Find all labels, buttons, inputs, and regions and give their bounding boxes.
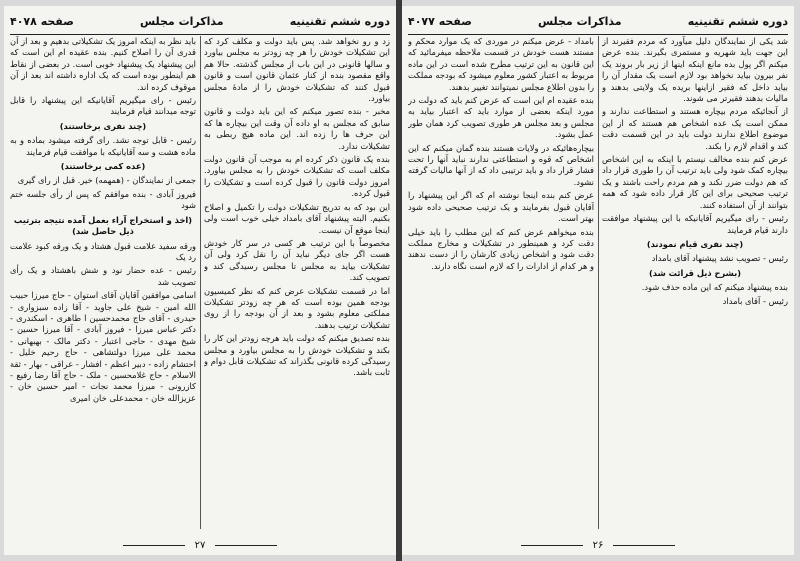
left-page-footer [4,540,396,551]
right-header-title: دوره ششم تقنينيه [687,14,788,28]
paragraph: عرض کنم بنده اینجا نوشته ام که اگر این پیشنهاد را آقایان قبول بفرمایند و یک ترتیب صحیحی داده شود بهتر است. [408,190,594,224]
column-divider [598,36,599,529]
paragraph: بنده یک قانون ذکر کرده ام به موجب آن قانون دولت مکلف است که تشکیلات خودش را به مجلس بیاورد. امروز دولت قانون را قبول کرده است و تشکیلات را قبول کرده. [204,154,390,199]
left-header-page-number: صفحه ۴۰۷۸ [10,14,74,28]
left-header-section: مذاكرات مجلس [139,14,224,28]
footer-rule [123,545,185,546]
right-page-right-column [602,36,788,529]
paragraph: اسامی موافقین آقایان آقای استوان - حاج میرزا حبیب الله امین - شیخ علی جاوید - آقا زاده سبزواری - حیدری - آقای حاج محمدحسین ا طاهری - اسکندری - دکتر عباس میرزا - فیروز آبادی - آقا میرزا حسین - شیخ مهدی - حاجی اعتبار - دکتر مالک - بهبهانی - محمد علی میرزا دولتشاهی - حاج رحیم خلیل - احتشام زاده - دبیر اعظم - افشار - عراقی - بهار - ثقة الاسلام - حاج غلامحسین - ملک - حاج آقا رضا رفیع - کازرونی - میرزا محمد نجات - امیر حسین خان - عزیزالله خان - محمدعلی خان امیری [10,290,196,403]
paragraph: ورقه سفید علامت قبول هشتاد و یک ورقه کبود علامت رد یک [10,240,196,262]
paragraph: این بود که به تدریج تشکیلات دولت را تکمیل و اصلاح بکنیم. البته پیشنهاد آقای بامداد خیلی خوب است ولی اینجا موقع آن نیست. [204,201,390,235]
paragraph: رئیس - عده حضار نود و شش باهشتاد و یک رأی تصویب شد [10,265,196,287]
right-page-footer-number: ۲۶ [592,540,604,551]
right-page-header [408,10,788,35]
left-page-right-column [204,36,390,529]
paragraph: بنده میخواهم عرض کنم که این مطلب را باید خیلی دقت کرد و همینطور در تشکیلات و مخارج مملکت دقت شود و اشخاص زیادی کارشان را از دست ندهند و هر کدام از ادارات را که لازم است نگاه دارند. [408,226,594,271]
paragraph: فیروز آبادی - بنده موافقم که پس از رأی جلسه ختم شود [10,188,196,211]
right-header-section: مذاكرات مجلس [537,14,622,28]
column-divider [200,36,201,529]
paragraph: بنده پیشنهاد میکنم که این ماده حذف شود. [641,282,788,293]
paragraph: رئیس - آقای بامداد [722,295,788,306]
paragraph: مخصوصاً با این ترتیب هر کسی در سر کار خودش هست اگر جای دیگر نباید آن را نقل کرد ولی آن تشکیلات بیاید به مجلس تا مجلس رسیدگی کند و تصویب کند. [204,237,390,283]
paragraph: (اخذ و استخراج آراء بعمل آمده نتیجه بترتیب ذیل حاصل شد) [13,214,193,237]
paragraph: رئیس - رای میگیریم آقایانیکه با این پیشنهاد موافقت دارند قیام فرمایند [602,213,788,235]
paragraph: بنده عقیده ام این است که عرض کنم باید که دولت در مورد اینکه بعضی از موارد باید که اعتبار بیاید به مجلس و بعد مجلس هر طوری تصویب کرد همان طور عمل بشود. [408,95,594,140]
paragraph: (عده کمی برخاستند) [60,161,146,172]
paragraph: رئیس - قابل توجه نشد. رای گرفته میشود بماده و به ماده هشت و سه آقایانیکه با موافقت قیام فرمایند [10,135,196,157]
left-page-header [10,10,390,35]
left-header-title: دوره ششم تقنينيه [289,14,390,28]
paragraph: مخبر - بنده تصور میکنم که این باید دولت و قانون سابق که مجلس به او داده آن وقت این بیچاره ها که این حرف ها را زده اند. این ماده هیچ ربطی به تشکیلات ندارد. [204,106,390,151]
right-page [402,6,794,555]
left-page-footer-number: ۲۷ [194,540,206,551]
paragraph: عرض کنم بنده مخالف نیستم با اینکه به این اشخاص بیچاره کمک شود ولی باید ترتیب آن را طوری قرار داد که هم دولت ضرر نکند و هم مردم راحت باشند و یک ترتیب صحیحی برای این کار قرار داده شود که همه بتوانند از آن استفاده کنند. [602,154,788,210]
right-page-footer [402,540,794,551]
paragraph: جمعی از نمایندگان - (همهمه) خیر. قبل از رای گیری [17,175,196,186]
footer-rule [521,545,583,546]
paragraph: رئیس - تصویب نشد پیشنهاد آقای بامداد [651,253,788,264]
right-page-left-column [408,36,594,529]
paragraph: رئیس - رای میگیریم آقایانیکه این پیشنهاد را قابل توجه میدانند قیام فرمایند [10,95,196,117]
paragraph: بامداد - عرض میکنم در موردی که یک موارد محکم و مستند هست خودش در قسمت ملاحظه میفرمائید که این قانون به این ترتیب مطرح شده است در این ماده مربوط به اعتبار کشور معلوم میشود که بودجه مملکت را بدون اطلاع مجلس نمیتوانند تغییر بدهند. [408,36,594,92]
paragraph: زد و رو نخواهد شد. پس باید دولت و مکلف کرد که این تشکیلات خودش را هر چه زودتر به مجلس بیاورد و سالها قانونی در این باب از مجلس گذشته. حالا هم واقع مقصود بنده از کنار عثمان قانون است و قانون قبول کنند که تشکیلات خودش را از مادهٔ مجلس بیاورد. [204,36,390,104]
left-page [4,6,396,555]
paragraph: (بشرح ذیل قرائت شد) [648,267,741,278]
paragraph: از آنجائیکه مردم بیچاره هستند و استطاعت ندارند و ممکن است یک عده اشخاص هم هستند که از این موضوع اطلاع ندارند دولت باید در این قسمت دقت کند و اقدام لازم را بکند. [602,106,788,151]
footer-rule [215,545,277,546]
paragraph: اما در قسمت تشکیلات عرض کنم که نظر کمیسیون بودجه همین بوده است که هر چه زودتر تشکیلات مملکتی معلوم بشود و بعد از آن بودجه را از روی تشکیلات ترتیب بدهند. [204,285,390,330]
left-page-left-column [10,36,196,529]
paragraph: بیچاره‌هائیکه در ولایات هستند بنده گمان میکنم که این اشخاص که قوه و استطاعتی ندارند نباید آنها را تحت فشار قرار داد و باید ترتیبی داد که از آنها مالیات گرفته نشود. [408,142,594,187]
paragraph: شد یکی از نمایندگان دلیل میآورد که مردم فقیرند از این جهت باید شهریه و مستمری بگیرند. بنده عرض میکنم اگر پول بده مانع اینکه اینها از زیر بار بروند یک نفر بیرون بیاید نخواهد بود لازم است یک مقدار آن را بیاید داخل که فقیر ازاینها بریده یک ولایتی بدهند و مالیات بدهند فقیرتر می شوند. [602,36,788,104]
paragraph: بنده تصدیق میکنم که دولت باید هرچه زودتر این کار را بکند و تشکیلات خودش را به مجلس بیاورد و مجلس رسیدگی کرده قانونی بگذراند که تشکیلات قابل دوام و ثابت باشد. [204,333,390,378]
paragraph: باید نظر به اینکه امروز یک تشکیلاتی بدهیم و بعد از آن قدری آن را اصلاح کنیم. بنده عقیده ام این است که این پیشنهاد یک پیشنهاد خوبی است. در بعضی از نقاط هم اینطور بوده است که یک اداره داشته اند بعد از آن موقوف کرده اند. [10,36,196,92]
footer-rule [613,545,675,546]
right-header-page-number: صفحه ۴۰۷۷ [408,14,472,28]
paragraph: (چند نفری قیام نمودند) [646,238,744,249]
paragraph: (چند نفری برخاستند) [59,120,147,131]
